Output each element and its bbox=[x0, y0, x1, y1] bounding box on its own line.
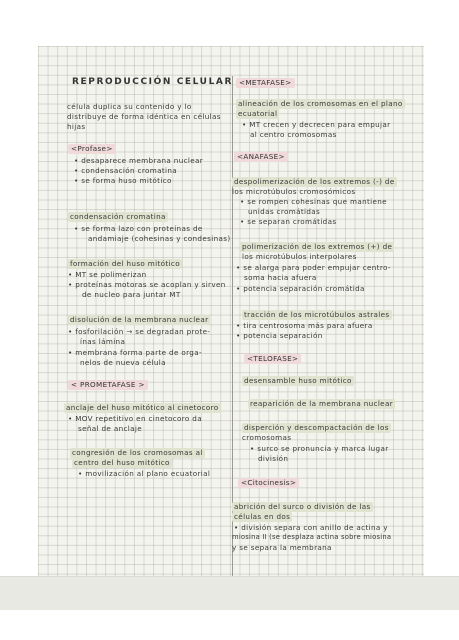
citocinesis-title: células en dos bbox=[234, 512, 291, 521]
prometafase-heading: < PROMETAFASE > bbox=[68, 380, 148, 390]
page-shadow-strip bbox=[0, 576, 459, 611]
profase-bullet: • se forma huso mitótico bbox=[74, 176, 172, 185]
anafase-title: despolimerización de los extremos (-) de bbox=[234, 177, 395, 186]
intro-line: célula duplica su contenido y lo bbox=[67, 102, 192, 111]
anafase-heading: <ANAFASE> bbox=[234, 152, 288, 162]
telofase-heading: <TELOFASE> bbox=[244, 354, 301, 364]
huso-title: formación del huso mitótico bbox=[70, 259, 180, 268]
congr-title: centro del huso mitótico bbox=[74, 458, 170, 467]
congr-line: • movilización al plano ecuatorial bbox=[78, 469, 211, 478]
mem-line: • membrana forma parte de orga- bbox=[68, 348, 202, 357]
mem-line: nelos de nueva célula bbox=[80, 358, 166, 367]
anclaje-line: señal de anclaje bbox=[78, 424, 143, 433]
cond-line: andamiaje (cohesinas y condesinas) bbox=[88, 234, 231, 243]
mem-line: • fosforilación → se degradan prote- bbox=[68, 327, 211, 336]
pol-line: soma hacia afuera bbox=[244, 273, 317, 282]
citocinesis-title: abrición del surco o división de las bbox=[234, 502, 371, 511]
telofase-line: • surco se pronuncia y marca lugar bbox=[250, 444, 389, 453]
huso-line: • MT se polimerizan bbox=[68, 270, 147, 279]
notebook-page bbox=[38, 46, 424, 580]
metafase-title: alineación de los cromosomas en el plano bbox=[238, 99, 403, 108]
telofase-line: desensamble huso mitótico bbox=[244, 376, 352, 385]
metafase-line: al centro cromosomas bbox=[250, 130, 337, 139]
page-title: REPRODUCCIÓN CELULAR bbox=[72, 77, 234, 87]
intro-line: hijas bbox=[67, 122, 86, 131]
metafase-title: ecuatorial bbox=[238, 109, 278, 118]
telofase-line: división bbox=[258, 454, 289, 463]
trac-line: • potencia separación bbox=[236, 331, 323, 340]
citocinesis-heading: <Citocinesis> bbox=[238, 478, 299, 488]
trac-line: • tira centrosoma más para afuera bbox=[236, 321, 373, 330]
huso-line: • proteínas motoras se acoplan y sirven bbox=[68, 280, 226, 289]
anafase-line: unidas cromátidas bbox=[248, 207, 321, 216]
anclaje-line: • MOV repetitivo en cinetocoro da bbox=[68, 414, 202, 423]
telofase-line: disperción y descompactación de los bbox=[244, 423, 389, 432]
profase-heading: <Profase> bbox=[68, 144, 116, 154]
column-divider bbox=[232, 76, 233, 576]
mem-title: disolución de la membrana nuclear bbox=[70, 315, 209, 324]
pol-line: • se alarga para poder empujar centro- bbox=[236, 263, 391, 272]
intro-line: distribuye de forma idéntica en células bbox=[67, 112, 221, 121]
pol-title: polimerización de los extremos (+) de bbox=[242, 242, 393, 251]
cond-title: condensación cromatina bbox=[70, 212, 166, 221]
congr-title: congresión de los cromosomas al bbox=[72, 448, 203, 457]
pol-title: los microtúbulos interpolares bbox=[242, 252, 357, 261]
profase-bullet: • desaparece membrana nuclear bbox=[74, 156, 204, 165]
cond-line: • se forma lazo con proteínas de bbox=[74, 224, 203, 233]
anafase-title: los microtúbulos cromosómicos bbox=[232, 187, 356, 196]
metafase-line: • MT crecen y decrecen para empujar bbox=[242, 120, 391, 129]
citocinesis-line: miosina II (se desplaza actina sobre miosina bbox=[232, 533, 392, 541]
profase-bullet: • condensación cromatina bbox=[74, 166, 178, 175]
metafase-heading: <METAFASE> bbox=[236, 78, 295, 88]
mem-line: ínas lámina bbox=[80, 337, 126, 346]
anclaje-title: anclaje del huso mitótico al cinetocoro bbox=[66, 403, 219, 412]
background-strip bbox=[0, 610, 459, 640]
telofase-line: reaparición de la membrana nuclear bbox=[250, 399, 394, 408]
citocinesis-line: y se separa la membrana bbox=[232, 543, 332, 552]
pol-line: • potencia separación cromátida bbox=[236, 284, 365, 293]
trac-title: tracción de los microtúbulos astrales bbox=[244, 310, 390, 319]
anafase-line: • se rompen cohesinas que mantiene bbox=[240, 197, 387, 206]
huso-line: de nucleo para juntar MT bbox=[82, 290, 181, 299]
citocinesis-line: • división separa con anillo de actina y bbox=[234, 523, 388, 532]
telofase-line: cromosomas bbox=[242, 433, 292, 442]
anafase-line: • se separan cromátidas bbox=[240, 217, 337, 226]
